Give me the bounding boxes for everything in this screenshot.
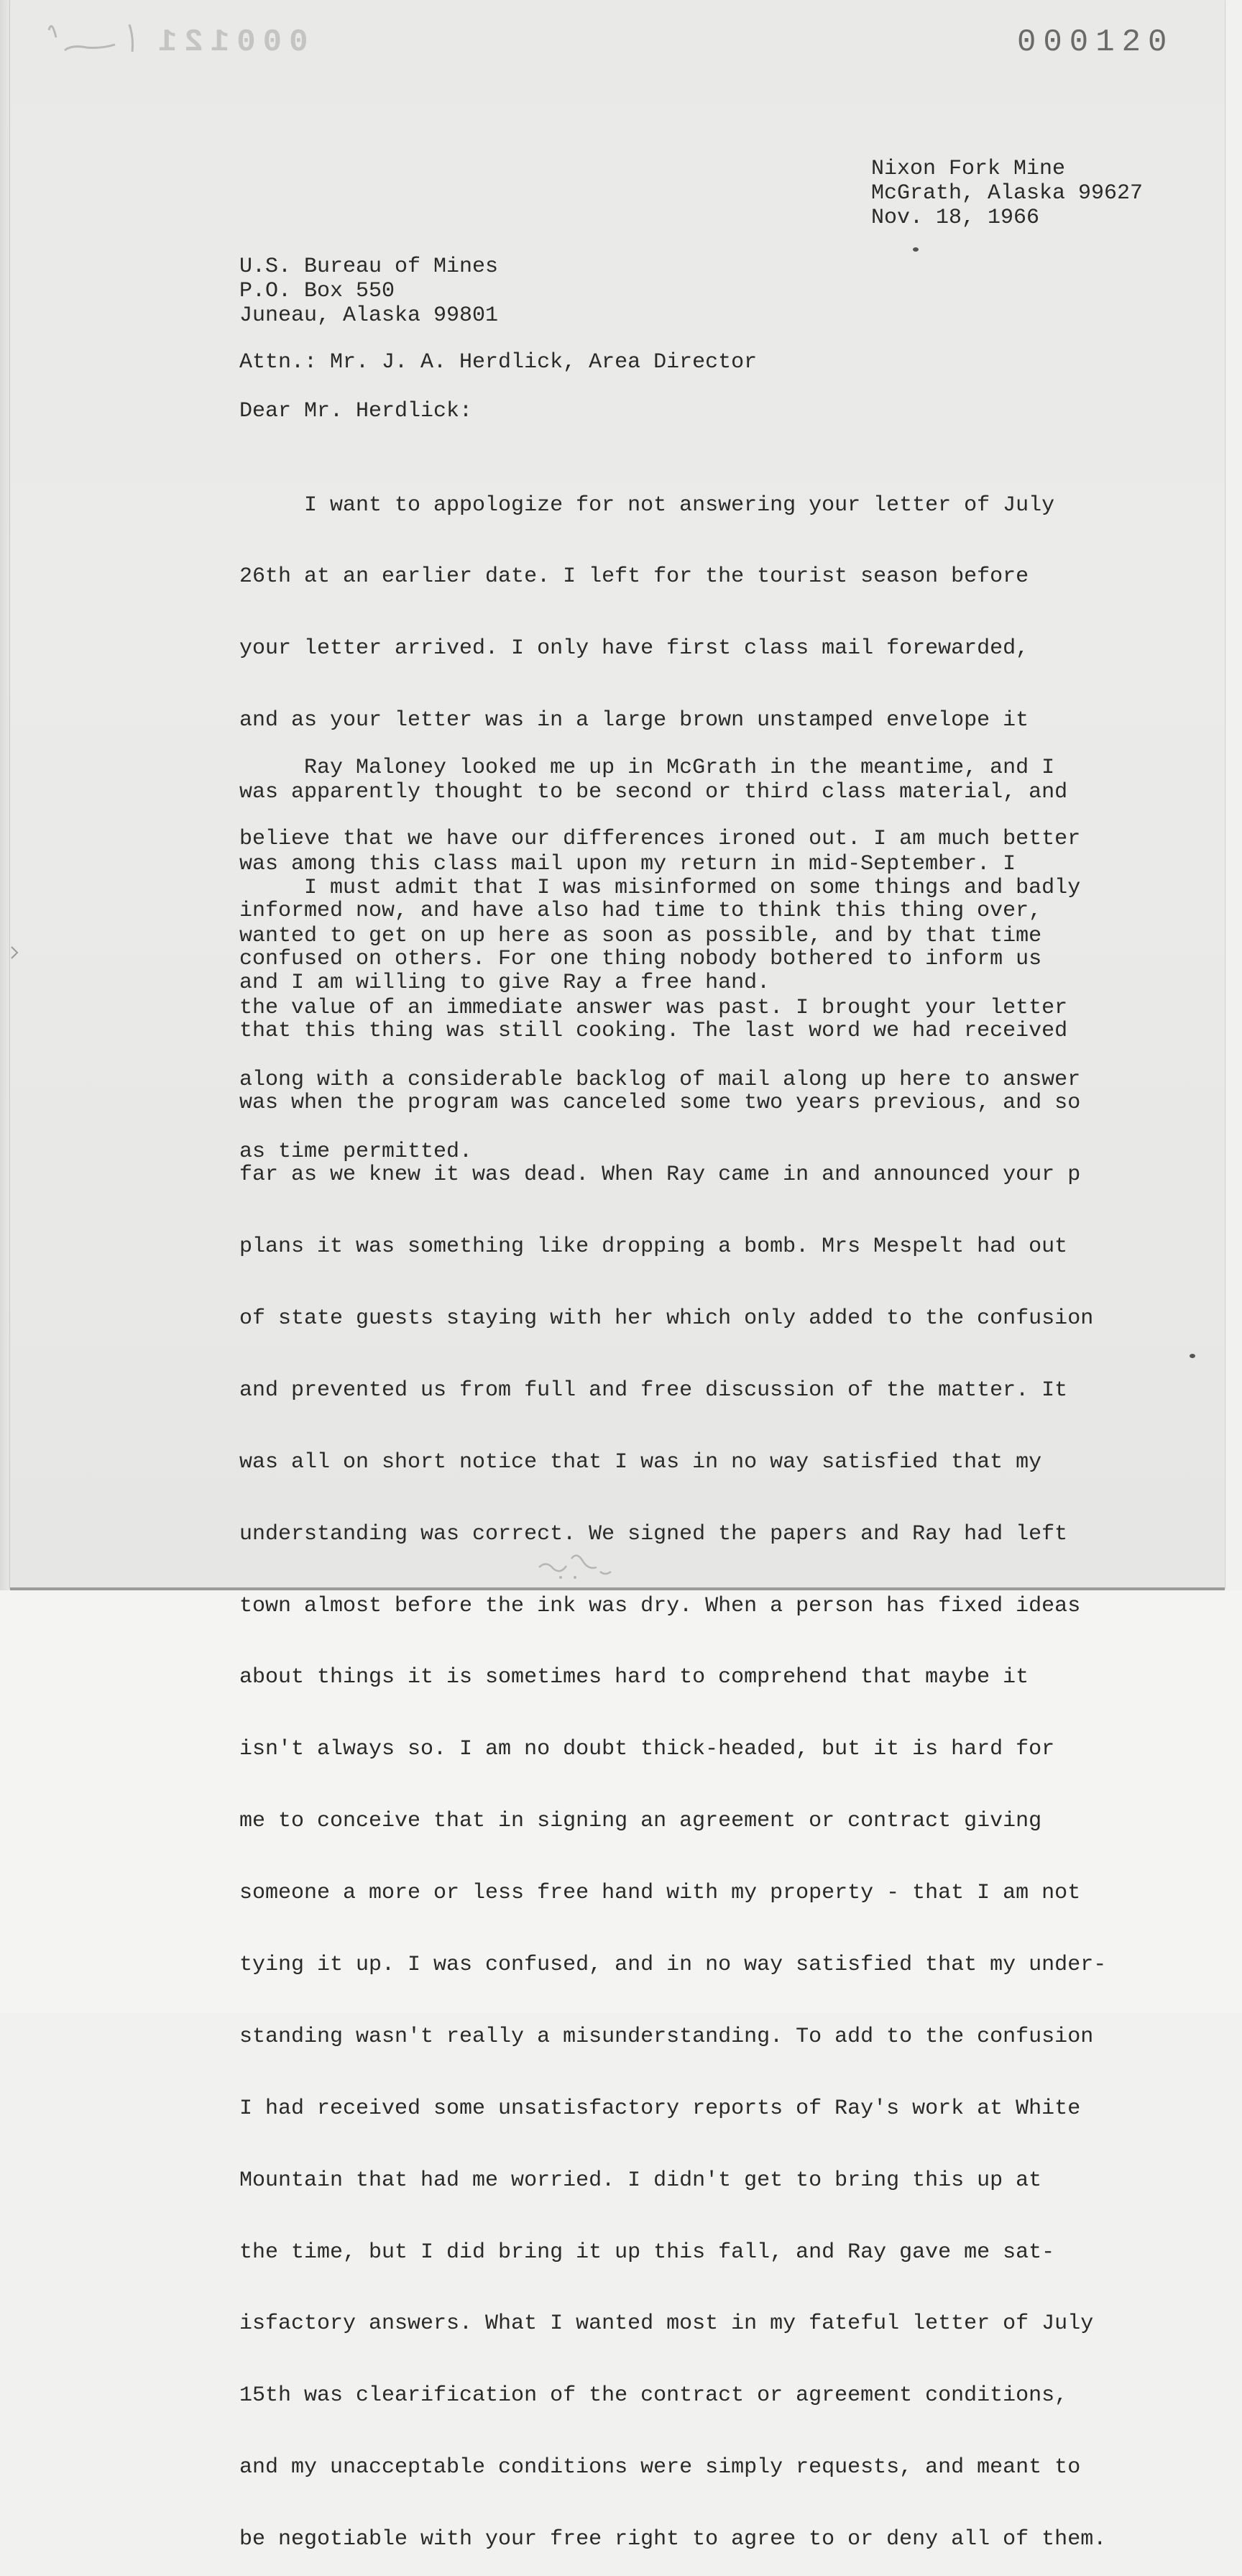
body-line: someone a more or less free hand with my property - that I am not [239,1881,1081,1906]
body-line: wanted to get on up here as soon as possible, and by that time [239,923,1042,948]
body-line: and as your letter was in a large brown unstamped envelope it [239,708,1029,733]
fold-tick-mark [10,945,20,960]
body-line: and prevented us from full and free discussion of the matter. It [239,1378,1068,1403]
body-line: your letter arrived. I only have first class mail forewarded, [239,636,1029,661]
body-line: and my unacceptable conditions were simply requests, and meant to [239,2455,1081,2480]
body-line: me to conceive that in signing an agreement or contract giving [239,1809,1042,1834]
body-line: the time, but I did bring it up this fall, and Ray gave me sat- [239,2240,1055,2265]
body-line: was when the program was canceled some two years previous, and so [239,1091,1081,1116]
body-line: 26th at an earlier date. I left for the tourist season before [239,564,1029,590]
body-line: along with a considerable backlog of mail along up here to answer [239,1067,1081,1092]
body-line: confused on others. For one thing nobody bothered to inform us [239,947,1042,972]
body-line: was among this class mail upon my return in mid-September. I [239,852,1016,877]
attention-line: Attn.: Mr. J. A. Herdlick, Area Director [239,350,758,375]
body-line: informed now, and have also had time to think this thing over, [239,899,1042,924]
pencil-scribble-mark [43,16,151,59]
body-line: town almost before the ink was dry. When a person has fixed ideas [239,1593,1081,1618]
sender-address-block [871,157,1143,230]
document-number-stamp-mirrored: 000121 [151,24,308,60]
paragraph-3 [239,828,1106,2576]
body-line: believe that we have our differences ironed out. I am much better [239,827,1081,852]
recipient-address-block [239,255,498,328]
body-line: about things it is sometimes hard to comprehend that maybe it [239,1665,1029,1690]
body-line: was all on short notice that I was in no way satisfied that my [239,1449,1042,1475]
body-line: I want to appologize for not answering your letter of July [239,492,1055,518]
body-line: that this thing was still cooking. The last word we had received [239,1019,1068,1044]
pencil-doodle-mark [532,1546,618,1582]
body-line: be negotiable with your free right to agree to or deny all of them. [239,2527,1107,2552]
body-line: tying it up. I was confused, and in no way satisfied that my under- [239,1952,1107,1977]
body-line: as time permitted. [239,1139,473,1164]
body-line: I must admit that I was misinformed on some things and badly [239,875,1081,900]
ink-dot [913,247,919,252]
body-line: of state guests staying with her which only added to the confusion [239,1306,1094,1331]
ink-dot [1190,1354,1195,1358]
salutation: Dear Mr. Herdlick: [239,399,473,423]
body-line: isfactory answers. What I wanted most in my fateful letter of July [239,2311,1094,2337]
recipient-line: Juneau, Alaska 99801 [239,303,499,328]
document-number-stamp: 000120 [1017,24,1174,60]
sender-line: McGrath, Alaska 99627 [871,181,1144,206]
body-line: standing wasn't really a misunderstanding. To add to the confusion [239,2024,1094,2049]
body-line: and I am willing to give Ray a free hand. [239,971,770,996]
body-line: 15th was clearification of the contract or agreement conditions, [239,2383,1068,2408]
body-line: understanding was correct. We signed the papers and Ray had left [239,1521,1068,1546]
body-line: Mountain that had me worried. I didn't get to bring this up at [239,2168,1042,2193]
recipient-line: U.S. Bureau of Mines [239,255,499,279]
sender-line: Nixon Fork Mine [871,157,1066,181]
body-line: plans it was something like dropping a bomb. Mrs Mespelt had out [239,1234,1068,1260]
body-line: far as we knew it was dead. When Ray came in and announced your p [239,1163,1081,1188]
body-line: I had received some unsatisfactory reports of Ray's work at White [239,2096,1081,2121]
body-line: was apparently thought to be second or third class material, and [239,780,1068,805]
body-line: the value of an immediate answer was past. I brought your letter [239,995,1068,1020]
body-line: Ray Maloney looked me up in McGrath in the meantime, and I [239,755,1055,780]
letter-date: Nov. 18, 1966 [871,206,1040,230]
body-line: isn't always so. I am no doubt thick-headed, but it is hard for [239,1737,1055,1762]
recipient-line: P.O. Box 550 [239,279,395,303]
